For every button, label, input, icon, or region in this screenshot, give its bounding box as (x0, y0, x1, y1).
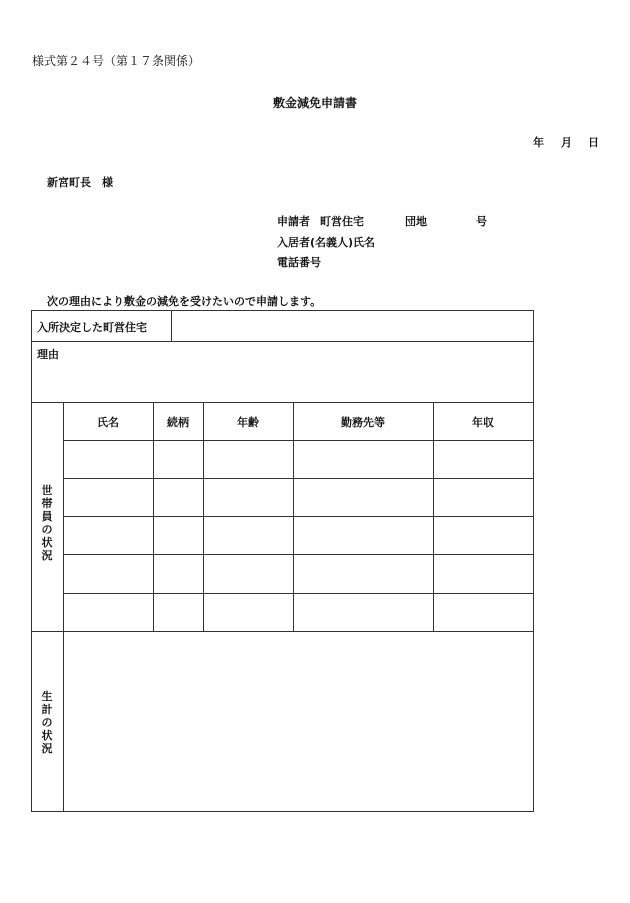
statement-text: 次の理由により敷金の減免を受けたいので申請します。 (47, 295, 322, 308)
table-divider (63, 593, 534, 594)
livelihood-section-label: 生計の状況 (41, 690, 53, 755)
table-divider (31, 402, 534, 403)
column-relationship: 続柄 (167, 416, 189, 429)
column-workplace: 勤務先等 (341, 416, 385, 429)
table-divider (203, 402, 204, 631)
date-day-label: 日 (588, 136, 599, 149)
reason-label: 理由 (37, 348, 59, 361)
column-income: 年収 (472, 416, 494, 429)
table-divider (63, 478, 534, 479)
household-section-label: 世帯員の状況 (41, 484, 53, 562)
applicant-number-label: 号 (476, 215, 487, 228)
date-year-label: 年 (533, 136, 544, 149)
phone-label: 電話番号 (277, 256, 321, 269)
column-age: 年齢 (237, 416, 259, 429)
form-number: 様式第２４号（第１７条関係） (32, 54, 201, 68)
column-name: 氏名 (97, 416, 119, 429)
table-divider (63, 440, 534, 441)
table-divider (433, 402, 434, 631)
table-divider (31, 631, 534, 632)
table-divider (31, 341, 534, 342)
addressee: 新宮町長 様 (47, 176, 113, 189)
applicant-complex-label: 団地 (405, 215, 427, 228)
table-divider (63, 554, 534, 555)
table-divider (293, 402, 294, 631)
table-border (533, 310, 534, 812)
applicant-label: 申請者 (277, 215, 310, 228)
table-divider (171, 310, 172, 341)
applicant-housing-label: 町営住宅 (320, 215, 364, 228)
table-border (31, 811, 534, 812)
table-border (31, 310, 32, 812)
table-divider (153, 402, 154, 631)
resident-name-label: 入居者(名義人)氏名 (277, 236, 376, 249)
table-divider (63, 402, 64, 812)
date-month-label: 月 (561, 136, 572, 149)
housing-decided-label: 入所決定した町営住宅 (37, 321, 147, 334)
table-border (31, 310, 534, 311)
document-title: 敷金減免申請書 (272, 96, 357, 110)
table-divider (63, 516, 534, 517)
